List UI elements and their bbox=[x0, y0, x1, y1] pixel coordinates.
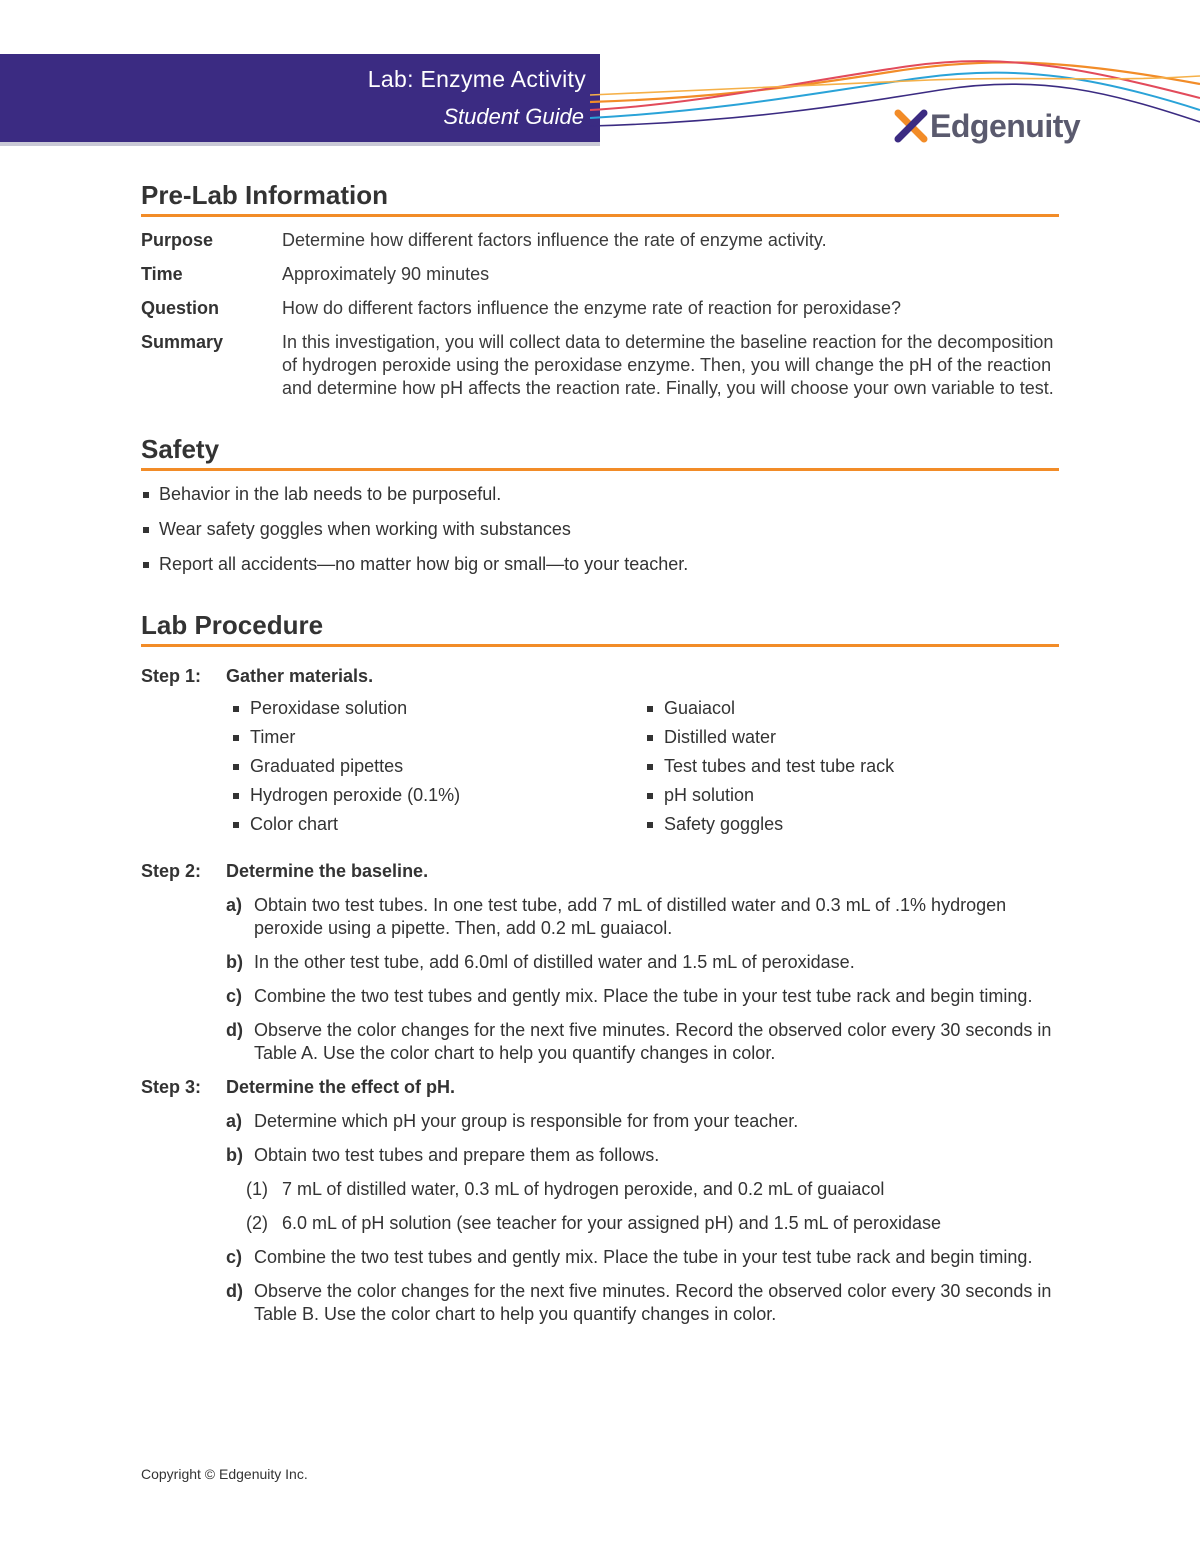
step-3-item-d bbox=[226, 1280, 1059, 1326]
info-label: Purpose bbox=[141, 230, 214, 250]
info-row-purpose bbox=[141, 229, 1059, 252]
step-2-item-b bbox=[226, 951, 1059, 974]
item-text: Obtain two test tubes and prepare them as follows. bbox=[254, 1145, 660, 1165]
list-item: Timer bbox=[231, 726, 645, 749]
step-title: Determine the baseline. bbox=[226, 861, 429, 881]
info-label: Question bbox=[141, 298, 220, 318]
list-item: Behavior in the lab needs to be purposeful. bbox=[141, 483, 1059, 506]
step-2-header bbox=[141, 860, 1059, 883]
info-label: Summary bbox=[141, 332, 224, 352]
safety-section bbox=[141, 434, 1059, 576]
step-3-item-b bbox=[226, 1144, 1059, 1167]
item-text: 6.0 mL of pH solution (see teacher for your assigned pH) and 1.5 mL of peroxidase bbox=[282, 1213, 942, 1233]
list-item: Report all accidents—no matter how big or small—to your teacher. bbox=[141, 553, 1059, 576]
brand-name: Edgenuity bbox=[930, 107, 1081, 144]
prelab-section bbox=[141, 180, 1059, 400]
list-item: Wear safety goggles when working with substances bbox=[141, 518, 1059, 541]
step-label: Step 3: bbox=[141, 1077, 202, 1097]
step-3-header bbox=[141, 1076, 1059, 1099]
info-value: How do different factors influence the enzyme rate of reaction for peroxidase? bbox=[282, 298, 902, 318]
list-item: Color chart bbox=[231, 813, 645, 836]
item-letter: a) bbox=[226, 1111, 243, 1131]
procedure-heading: Lab Procedure bbox=[141, 610, 1059, 647]
edgenuity-x-icon bbox=[894, 109, 928, 143]
item-text: Combine the two test tubes and gently mix. Place the tube in your test tube rack and begin timing. bbox=[254, 986, 1033, 1006]
item-letter: d) bbox=[226, 1281, 243, 1301]
item-text: In the other test tube, add 6.0ml of distilled water and 1.5 mL of peroxidase. bbox=[254, 952, 855, 972]
info-row-summary bbox=[141, 331, 1059, 400]
header-band bbox=[0, 54, 600, 142]
item-letter: c) bbox=[226, 1247, 243, 1267]
list-item: pH solution bbox=[645, 784, 1059, 807]
item-letter: c) bbox=[226, 986, 243, 1006]
list-item: Guaiacol bbox=[645, 697, 1059, 720]
step-3-item-a bbox=[226, 1110, 1059, 1133]
safety-list bbox=[141, 483, 1059, 576]
list-item: Hydrogen peroxide (0.1%) bbox=[231, 784, 645, 807]
item-text: Observe the color changes for the next five minutes. Record the observed color every 30 seconds in Table A. Use the color chart to help you quantify changes in color. bbox=[254, 1020, 1052, 1063]
item-letter: b) bbox=[226, 952, 243, 972]
item-letter: b) bbox=[226, 1145, 243, 1165]
step-title: Determine the effect of pH. bbox=[226, 1077, 456, 1097]
item-letter: a) bbox=[226, 895, 243, 915]
materials-column-right bbox=[645, 697, 1059, 842]
safety-heading: Safety bbox=[141, 434, 1059, 471]
step-3-sub-item-2 bbox=[246, 1212, 1059, 1235]
materials-list bbox=[231, 697, 1059, 842]
prelab-heading: Pre-Lab Information bbox=[141, 180, 1059, 217]
step-2-item-d bbox=[226, 1019, 1059, 1065]
prelab-info-table bbox=[141, 229, 1059, 400]
info-row-time bbox=[141, 263, 1059, 286]
step-1-header bbox=[141, 665, 1059, 688]
edgenuity-logo bbox=[894, 104, 1080, 148]
step-2-item-c bbox=[226, 985, 1059, 1008]
info-value: Determine how different factors influence the rate of enzyme activity. bbox=[282, 230, 827, 250]
copyright-footer: Copyright © Edgenuity Inc. bbox=[141, 1466, 308, 1482]
list-item: Peroxidase solution bbox=[231, 697, 645, 720]
document-body bbox=[141, 180, 1059, 1326]
document-subtitle: Student Guide bbox=[443, 104, 584, 129]
info-label: Time bbox=[141, 264, 183, 284]
item-letter: d) bbox=[226, 1020, 243, 1040]
step-title: Gather materials. bbox=[226, 666, 374, 686]
item-text: Observe the color changes for the next five minutes. Record the observed color every 30 seconds in Table B. Use the color chart to help you quantify changes in color. bbox=[254, 1281, 1052, 1324]
materials-column-left bbox=[231, 697, 645, 842]
list-item: Safety goggles bbox=[645, 813, 1059, 836]
item-text: 7 mL of distilled water, 0.3 mL of hydrogen peroxide, and 0.2 mL of guaiacol bbox=[282, 1179, 885, 1199]
list-item: Test tubes and test tube rack bbox=[645, 755, 1059, 778]
step-2-item-a bbox=[226, 894, 1059, 940]
item-text: Obtain two test tubes. In one test tube, add 7 mL of distilled water and 0.3 mL of .1% hydrogen peroxide using a pipette. Then, add 0.2 mL guaiacol. bbox=[254, 895, 1007, 938]
item-number: (2) bbox=[246, 1213, 268, 1233]
step-label: Step 2: bbox=[141, 861, 202, 881]
info-value: Approximately 90 minutes bbox=[282, 264, 490, 284]
step-label: Step 1: bbox=[141, 666, 202, 686]
list-item: Graduated pipettes bbox=[231, 755, 645, 778]
item-text: Determine which pH your group is responsible for from your teacher. bbox=[254, 1111, 799, 1131]
info-value: In this investigation, you will collect data to determine the baseline reaction for the decomposition of hydrogen peroxide using the peroxidase enzyme. Then, you will change the pH of the reaction and determine how pH affects the reaction rate. Finally, you will choose your own variable to test. bbox=[282, 332, 1054, 398]
document-title: Lab: Enzyme Activity bbox=[367, 66, 586, 92]
item-text: Combine the two test tubes and gently mix. Place the tube in your test tube rack and begin timing. bbox=[254, 1247, 1033, 1267]
info-row-question bbox=[141, 297, 1059, 320]
step-3-sub-item-1 bbox=[246, 1178, 1059, 1201]
step-3-item-c bbox=[226, 1246, 1059, 1269]
list-item: Distilled water bbox=[645, 726, 1059, 749]
item-number: (1) bbox=[246, 1179, 268, 1199]
procedure-section bbox=[141, 610, 1059, 1326]
